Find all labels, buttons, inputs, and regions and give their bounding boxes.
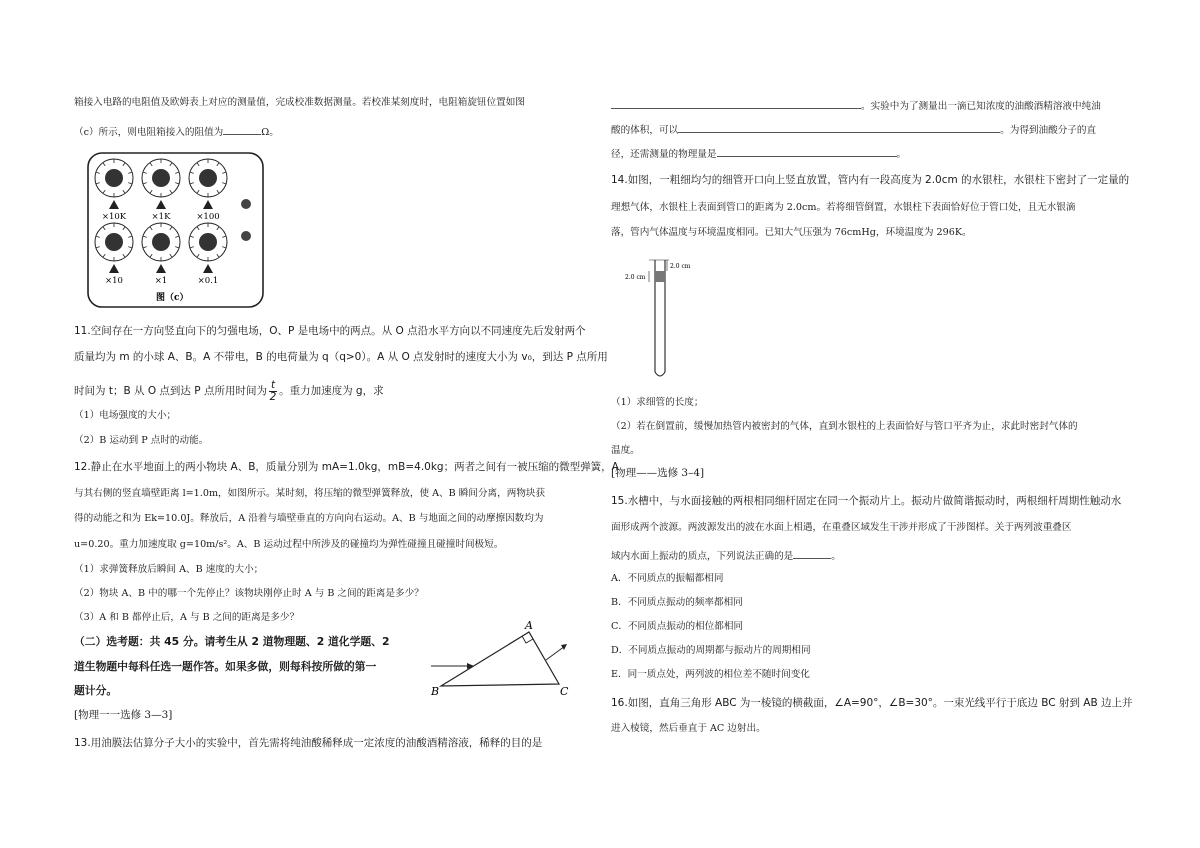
- dial-knob: [152, 233, 170, 251]
- q14-sub-2-line-1: （2）若在倒置前，缓慢加热管内被密封的气体，直到水银柱的上表面恰好与管口平齐为止，求此时密封气体的: [611, 421, 1078, 432]
- optional-heading-line-1: （二）选考题：共 45 分。请考生从 2 道物理题、2 道化学题、2: [74, 635, 390, 648]
- q11-sub-1: （1）电场强度的大小；: [74, 410, 177, 421]
- q15-option-c: C．不同质点振动的相位都相同: [611, 621, 744, 632]
- mercury-column: [655, 271, 665, 282]
- q13-quantity-blank: [717, 146, 897, 157]
- q11-line-2: 质量均为 m 的小球 A、B。A 不带电，B 的电荷量为 q（q>0）。A 从 O 点发射时的速度大小为 v₀，到达 P 点所用: [74, 351, 608, 363]
- q12-line-1: 12.静止在水平地面上的两小物块 A、B，质量分别为 mA=1.0kg，mB=4.0kg；两者之间有一被压缩的微型弹簧，A: [74, 461, 619, 473]
- q14-line-3: 落，管内气体温度与环境温度相同。已知大气压强为 76cmHg，环境温度为 296K。: [611, 227, 972, 238]
- dial-knob: [105, 233, 123, 251]
- q12-sub-2: （2）物块 A、B 中的哪一个先停止？该物块刚停止时 A 与 B 之间的距离是多少？: [74, 588, 424, 599]
- q14-line-1: 14.如图，一粗细均匀的细管开口向上竖直放置，管内有一段高度为 2.0cm 的水银柱，水银柱下密封了一定量的: [611, 174, 1130, 186]
- q13-cont-line-1: [611, 98, 1101, 112]
- dial-multiplier-label: ×0.1: [197, 276, 219, 286]
- intro-line-2: [74, 124, 279, 138]
- figure-caption: 图（c）: [156, 293, 189, 303]
- exit-arrow: [561, 644, 567, 650]
- dial-multiplier-label: ×1K: [151, 212, 171, 222]
- q15-answer-blank: [793, 548, 831, 559]
- q14-sub-1: （1）求细管的长度；: [611, 397, 704, 408]
- optional-heading-line-3: 题计分。: [74, 684, 118, 697]
- q13-volume-blank: [678, 122, 1000, 133]
- q15-option-e: E．同一质点处，两列波的相位差不随时间变化: [611, 669, 810, 680]
- q13-cont-line-3: [611, 146, 906, 160]
- terminal-top: [241, 199, 251, 209]
- q15-line-2: 面形成两个波源。两波源发出的波在水面上相遇，在重叠区域发生干涉并形成了干涉图样。关于两列波重叠区: [611, 522, 1072, 533]
- dial-knob: [199, 169, 217, 187]
- q15-option-d: D．不同质点振动的周期都与振动片的周期相同: [611, 645, 811, 656]
- intro-line-2-unit: Ω。: [261, 127, 279, 138]
- q13-line-1: 13.用油膜法估算分子大小的实验中，首先需将纯油酸稀释成一定浓度的油酸酒精溶液，稀释的目的是: [74, 737, 543, 749]
- terminal-bottom: [241, 231, 251, 241]
- q15-line-1: 15.水槽中，与水面接触的两根相同细杆固定在同一个振动片上。振动片做简谐振动时，两根细杆周期性触动水: [611, 495, 1122, 507]
- q12-line-2: 与其右侧的竖直墙壁距离 l=1.0m，如图所示。某时刻，将压缩的微型弹簧释放，使 A、B 瞬间分离，两物块获: [74, 488, 546, 499]
- q13-cont-line-3-end: 。: [896, 149, 907, 160]
- fraction-denominator: 2: [269, 391, 277, 404]
- q12-line-3: 得的动能之和为 Ek=10.0J。释放后，A 沿着与墙壁垂直的方向向右运动。A、B 与地面之间的动摩擦因数均为: [74, 513, 544, 524]
- q11-line-3: [74, 380, 384, 403]
- q11-line-3-end: 。重力加速度为 g，求: [279, 385, 384, 398]
- dial-multiplier-label: ×10K: [101, 212, 127, 222]
- q11-line-1: 11.空间存在一方向竖直向下的匀强电场，O、P 是电场中的两点。从 O 点沿水平方向以不同速度先后发射两个: [74, 325, 586, 337]
- dial-multiplier-label: ×10: [105, 276, 123, 286]
- label-a: A: [525, 619, 533, 632]
- dial-multiplier-label: ×1: [154, 276, 168, 286]
- q16-line-1: 16.如图，直角三角形 ABC 为一棱镜的横截面，∠A=90°，∠B=30°。一束光线平行于底边 BC 射到 AB 边上并: [611, 697, 1133, 709]
- fraction-numerator: t: [270, 379, 276, 391]
- q15-line-3-end: 。: [831, 551, 841, 562]
- dial-knob: [105, 169, 123, 187]
- label-mercury-height: 2.0 cm: [625, 274, 646, 281]
- label-b: B: [431, 685, 440, 698]
- q11-line-3-text: 时间为 t；B 从 O 点到达 P 点所用时间为: [74, 385, 267, 398]
- q13-dilution-blank: [611, 98, 861, 109]
- q16-line-2: 进入棱镜，然后垂直于 AC 边射出。: [611, 723, 766, 734]
- q13-cont-line-2-end: 。为得到油酸分子的直: [1000, 125, 1097, 136]
- q15-line-3-text: 域内水面上振动的质点，下列说法正确的是: [611, 551, 794, 562]
- optional-heading-line-2: 道生物题中每科任选一题作答。如果多做，则每科按所做的第一: [74, 660, 377, 673]
- dial-knob: [199, 233, 217, 251]
- intro-line-2-text: （c）所示，则电阻箱接入的阻值为: [74, 127, 224, 138]
- q13-cont-line-1-text: 。实验中为了测量出一滴已知浓度的油酸酒精溶液中纯油: [861, 101, 1101, 112]
- q15-option-a: A．不同质点的振幅都相同: [611, 573, 724, 584]
- q12-sub-3: （3）A 和 B 都停止后，A 与 B 之间的距离是多少？: [74, 612, 300, 623]
- prism-figure: [429, 618, 594, 698]
- section-3-3: [物理一一选修 3—3]: [74, 709, 173, 721]
- q12-line-4: u=0.20。重力加速度取 g=10m/s²。A、B 运动过程中所涉及的碰撞均为弹性碰撞且碰撞时间极短。: [74, 539, 504, 550]
- tube-figure: [619, 254, 709, 382]
- exit-ray: [546, 646, 565, 660]
- resistance-answer-blank: [223, 124, 261, 135]
- label-c: C: [560, 685, 569, 698]
- intro-line-1: 箱接入电路的电阻值及欧姆表上对应的测量值，完成校准数据测量。若校准某刻度时，电阻箱旋钮位置如图: [74, 97, 525, 108]
- q13-cont-line-3-text: 径，还需测量的物理量是: [611, 149, 717, 160]
- q15-option-b: B．不同质点振动的频率都相同: [611, 597, 743, 608]
- q14-line-2: 理想气体，水银柱上表面到管口的距离为 2.0cm。若将细管倒置，水银柱下表面恰好位于管口处，且无水银滴: [611, 202, 1076, 213]
- section-3-4: [物理——选修 3–4]: [611, 467, 705, 479]
- q14-sub-2-line-2: 温度。: [611, 445, 640, 456]
- triangle-abc: [441, 632, 559, 686]
- q15-line-3: [611, 548, 841, 562]
- q13-cont-line-2: [611, 122, 1096, 136]
- q11-sub-2: （2）B 运动到 P 点时的动能。: [74, 435, 209, 446]
- fraction-t-over-2: [269, 380, 277, 403]
- q12-sub-1: （1）求弹簧释放后瞬间 A、B 速度的大小；: [74, 564, 264, 575]
- label-top-gap: 2.0 cm: [670, 263, 691, 270]
- dial-knob: [152, 169, 170, 187]
- q13-cont-line-2-text: 酸的体积，可以: [611, 125, 679, 136]
- dial-multiplier-label: ×100: [196, 212, 220, 222]
- resistance-box-figure: [86, 150, 266, 310]
